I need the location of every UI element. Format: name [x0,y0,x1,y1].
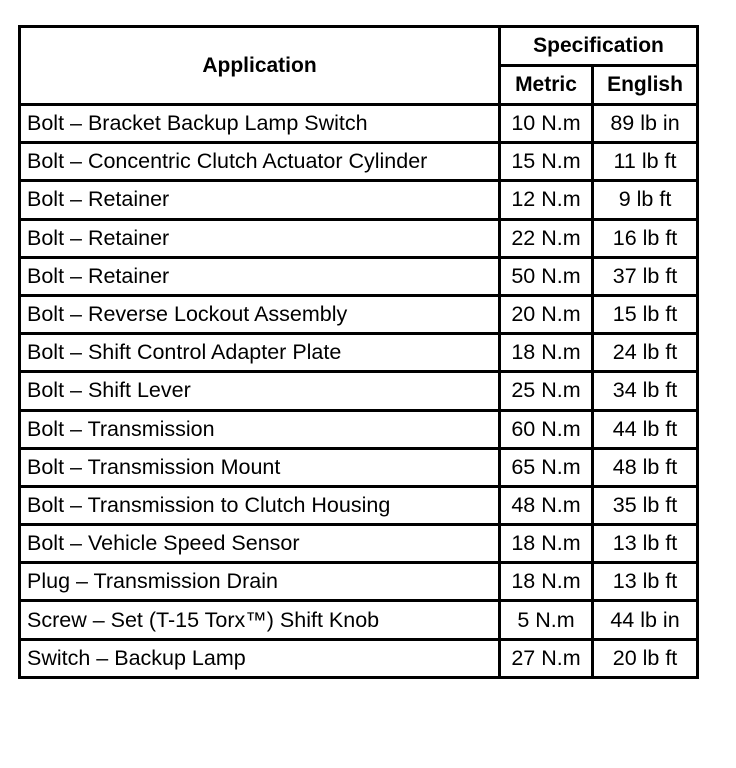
metric-cell: 15 N.m [500,143,593,181]
metric-cell: 48 N.m [500,486,593,524]
english-cell: 11 lb ft [593,143,698,181]
english-cell: 13 lb ft [593,563,698,601]
english-cell: 20 lb ft [593,639,698,677]
english-cell: 44 lb ft [593,410,698,448]
english-cell: 16 lb ft [593,219,698,257]
table-row [20,410,698,448]
metric-cell: 22 N.m [500,219,593,257]
metric-cell: 27 N.m [500,639,593,677]
english-cell: 89 lb in [593,105,698,143]
application-cell: Bolt – Transmission Mount [20,448,500,486]
application-cell: Screw – Set (T-15 Torx™) Shift Knob [20,601,500,639]
english-cell: 34 lb ft [593,372,698,410]
application-cell: Switch – Backup Lamp [20,639,500,677]
metric-cell: 50 N.m [500,257,593,295]
application-cell: Bolt – Reverse Lockout Assembly [20,295,500,333]
english-cell: 48 lb ft [593,448,698,486]
header-row-top [20,27,698,66]
specification-header: Specification [500,27,698,66]
table-row [20,563,698,601]
metric-cell: 25 N.m [500,372,593,410]
english-cell: 15 lb ft [593,295,698,333]
table-row [20,334,698,372]
metric-cell: 65 N.m [500,448,593,486]
table-row [20,143,698,181]
application-cell: Bolt – Concentric Clutch Actuator Cylinder [20,143,500,181]
application-cell: Bolt – Retainer [20,181,500,219]
table-row [20,486,698,524]
table-row [20,105,698,143]
metric-cell: 12 N.m [500,181,593,219]
table-row [20,448,698,486]
metric-cell: 10 N.m [500,105,593,143]
application-cell: Bolt – Shift Control Adapter Plate [20,334,500,372]
metric-header: Metric [500,66,593,105]
application-cell: Bolt – Bracket Backup Lamp Switch [20,105,500,143]
table-row [20,525,698,563]
english-cell: 44 lb in [593,601,698,639]
table-row [20,181,698,219]
application-cell: Bolt – Retainer [20,257,500,295]
application-cell: Bolt – Transmission to Clutch Housing [20,486,500,524]
table-row [20,601,698,639]
torque-spec-table [18,25,699,679]
application-cell: Bolt – Shift Lever [20,372,500,410]
application-cell: Bolt – Retainer [20,219,500,257]
english-header: English [593,66,698,105]
english-cell: 35 lb ft [593,486,698,524]
application-cell: Bolt – Vehicle Speed Sensor [20,525,500,563]
metric-cell: 18 N.m [500,563,593,601]
metric-cell: 18 N.m [500,334,593,372]
table-row [20,257,698,295]
application-cell: Plug – Transmission Drain [20,563,500,601]
table-row [20,295,698,333]
metric-cell: 60 N.m [500,410,593,448]
table-row [20,219,698,257]
english-cell: 13 lb ft [593,525,698,563]
table-row [20,372,698,410]
english-cell: 37 lb ft [593,257,698,295]
metric-cell: 5 N.m [500,601,593,639]
application-header: Application [20,27,500,105]
application-cell: Bolt – Transmission [20,410,500,448]
table-row [20,639,698,677]
english-cell: 24 lb ft [593,334,698,372]
metric-cell: 18 N.m [500,525,593,563]
table-body [20,105,698,678]
table-header [20,27,698,105]
english-cell: 9 lb ft [593,181,698,219]
metric-cell: 20 N.m [500,295,593,333]
